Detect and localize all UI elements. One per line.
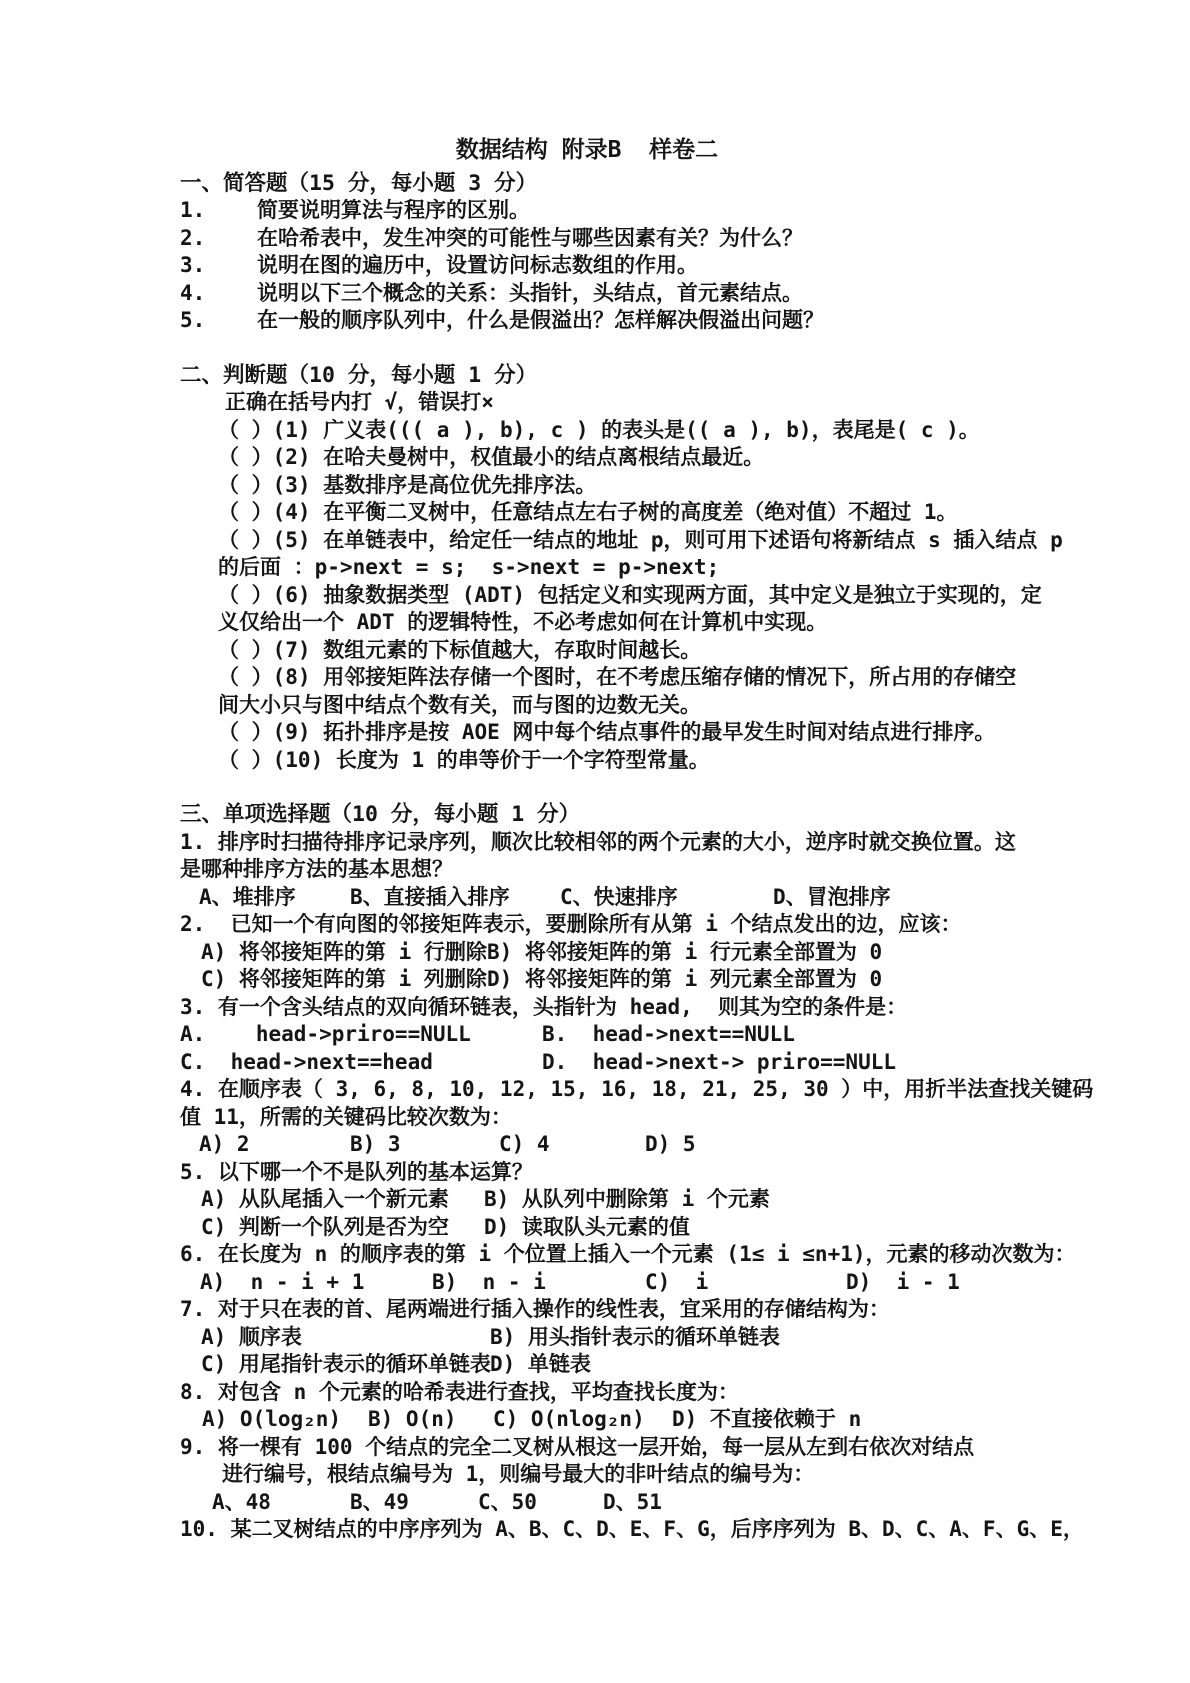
item-number: 3. xyxy=(180,253,206,277)
judgment-item-1: （ ）(1) 广义表((( a ), b), c ) 的表头是(( a ), b)，表尾是( c )。 xyxy=(218,417,980,442)
mc-question-2-options-row-1 xyxy=(180,939,1040,967)
mc-question-9-line-1: 9. 将一棵有 100 个结点的完全二叉树从根这一层开始，每一层从左到右依次对结点 xyxy=(180,1434,975,1459)
mc-q8-option-c: C) O(nlog₂n) xyxy=(493,1407,645,1431)
mc-question-1-line-1: 1. 排序时扫描待排序记录序列，顺次比较相邻的两个元素的大小，逆序时就交换位置。这 xyxy=(180,829,1016,854)
mc-q6-option-c: C) i xyxy=(645,1269,709,1294)
item-text: 简要说明算法与程序的区别。 xyxy=(257,198,530,222)
mc-question-5-line-1: 5. 以下哪一个不是队列的基本运算？ xyxy=(180,1159,533,1184)
mc-question-1-options xyxy=(180,884,1040,912)
mc-question-9-line-2: 进行编号，根结点编号为 1，则编号最大的非叶结点的编号为： xyxy=(222,1462,815,1486)
mc-q3-option-c: C. head->next==head xyxy=(180,1049,433,1074)
mc-question-10-line-1: 10. 某二叉树结点的中序序列为 A、B、C、D、E、F、G，后序序列为 B、D、C、A、F、G、E， xyxy=(180,1517,1084,1541)
mc-q9-option-b: B、49 xyxy=(350,1489,409,1514)
judgment-item-9: （ ）(9) 拓扑排序是按 AOE 网中每个结点事件的最早发生时间对结点进行排序。 xyxy=(218,720,996,744)
mc-q3-option-b: B. head->next==NULL xyxy=(542,1022,795,1046)
mc-q7-option-a: A) 顺序表 xyxy=(201,1324,302,1349)
exam-title: 数据结构 附录B 样卷二 xyxy=(455,137,719,163)
item-number: 5. xyxy=(180,308,206,332)
mc-question-5-options-row-2 xyxy=(180,1214,1040,1242)
mc-q6-option-b: B) n - i xyxy=(432,1269,546,1294)
item-text: 说明以下三个概念的关系：头指针，头结点，首元素结点。 xyxy=(257,280,803,305)
mc-q7-option-b: B) 用头指针表示的循环单链表 xyxy=(490,1324,780,1349)
mc-q5-option-b: B) 从队列中删除第 i 个元素 xyxy=(484,1187,770,1211)
mc-question-8-options xyxy=(180,1406,1040,1434)
item-text: 说明在图的遍历中，设置访问标志数组的作用。 xyxy=(257,253,698,277)
section-1-heading: 一、简答题（15 分，每小题 3 分） xyxy=(180,170,538,196)
short-answer-item-4 xyxy=(180,280,1040,308)
mc-question-5-options-row-1 xyxy=(180,1186,1040,1214)
mc-q9-option-d: D、51 xyxy=(603,1489,662,1514)
judgment-item-8-continuation: 间大小只与图中结点个数有关，而与图的边数无关。 xyxy=(218,692,701,717)
judgment-item-5: （ ）(5) 在单链表中，给定任一结点的地址 p，则可用下述语句将新结点 s 插入结点 p xyxy=(218,527,1063,552)
judgment-item-10: （ ）(10) 长度为 1 的串等价于一个字符型常量。 xyxy=(218,747,710,772)
item-text: 在一般的顺序队列中，什么是假溢出？怎样解决假溢出问题？ xyxy=(257,308,824,332)
mc-q1-option-c: C、快速排序 xyxy=(560,884,678,909)
mc-q3-option-a: A. head->priro==NULL xyxy=(180,1022,471,1046)
mc-q4-option-d: D) 5 xyxy=(645,1132,696,1156)
short-answer-item-1 xyxy=(180,197,1040,225)
judgment-item-2: （ ）(2) 在哈夫曼树中，权值最小的结点离根结点最近。 xyxy=(218,445,765,469)
short-answer-item-5 xyxy=(180,307,1040,335)
mc-question-7-options-row-2 xyxy=(180,1351,1040,1379)
item-text: 在哈希表中，发生冲突的可能性与哪些因素有关？为什么？ xyxy=(257,225,803,250)
judgment-item-8: （ ）(8) 用邻接矩阵法存储一个图时，在不考虑压缩存储的情况下，所占用的存储空 xyxy=(218,665,1017,689)
mc-q1-option-b: B、直接插入排序 xyxy=(350,884,510,909)
judgment-item-4: （ ）(4) 在平衡二叉树中，任意结点左右子树的高度差（绝对值）不超过 1。 xyxy=(218,500,958,524)
judgment-item-6-continuation: 义仅给出一个 ADT 的逻辑特性，不必考虑如何在计算机中实现。 xyxy=(218,610,828,634)
section-2-heading: 二、判断题（10 分，每小题 1 分） xyxy=(180,362,538,388)
short-answer-item-3 xyxy=(180,252,1040,280)
mc-q7-option-c: C) 用尾指针表示的循环单链表 xyxy=(201,1352,491,1376)
mc-q3-option-d: D. head->next-> priro==NULL xyxy=(542,1049,897,1074)
mc-question-2-options-row-2 xyxy=(180,966,1040,994)
mc-q8-option-a: A) O(log₂n) xyxy=(202,1407,342,1431)
mc-question-7-line-1: 7. 对于只在表的首、尾两端进行插入操作的线性表，宜采用的存储结构为： xyxy=(180,1297,890,1321)
judgment-item-6: （ ）(6) 抽象数据类型 (ADT) 包括定义和实现两方面，其中定义是独立于实现的，定 xyxy=(218,582,1042,607)
mc-q6-option-a: A) n - i + 1 xyxy=(200,1269,365,1294)
mc-question-3-options-row-1 xyxy=(180,1021,1040,1049)
mc-q1-option-a: A、堆排序 xyxy=(199,884,296,909)
mc-q4-option-a: A) 2 xyxy=(199,1132,250,1156)
mc-q2-option-d: D) 将邻接矩阵的第 i 列元素全部置为 0 xyxy=(487,967,883,991)
mc-question-7-options-row-1 xyxy=(180,1324,1040,1352)
mc-q2-option-a: A) 将邻接矩阵的第 i 行删除 xyxy=(201,939,487,964)
mc-question-3-options-row-2 xyxy=(180,1049,1040,1077)
short-answer-item-2 xyxy=(180,225,1040,253)
mc-q4-option-b: B) 3 xyxy=(350,1132,401,1156)
mc-question-4-line-2: 值 11，所需的关键码比较次数为： xyxy=(180,1104,512,1129)
judgment-item-3: （ ）(3) 基数排序是高位优先排序法。 xyxy=(218,472,597,497)
mc-question-6-line-1: 6. 在长度为 n 的顺序表的第 i 个位置上插入一个元素 (1≤ i ≤n+1)，元素的移动次数为： xyxy=(180,1242,1076,1266)
mc-q7-option-d: D) 单链表 xyxy=(490,1352,591,1376)
mc-question-2-line-1: 2. 已知一个有向图的邻接矩阵表示，要删除所有从第 i 个结点发出的边，应该： xyxy=(180,912,962,936)
mc-q4-option-c: C) 4 xyxy=(499,1132,550,1156)
mc-q5-option-c: C) 判断一个队列是否为空 xyxy=(201,1214,449,1239)
mc-question-8-line-1: 8. 对包含 n 个元素的哈希表进行查找，平均查找长度为： xyxy=(180,1379,739,1404)
judgment-instruction: 正确在括号内打 √，错误打× xyxy=(225,390,494,414)
item-number: 2. xyxy=(180,225,206,250)
section-3-heading: 三、单项选择题（10 分，每小题 1 分） xyxy=(180,802,581,827)
mc-q9-option-c: C、50 xyxy=(478,1489,537,1514)
mc-q6-option-d: D) i - 1 xyxy=(846,1269,960,1294)
item-number: 4. xyxy=(180,280,206,305)
mc-question-4-options xyxy=(180,1131,1040,1159)
judgment-item-5-continuation: 的后面 ：p->next = s; s->next = p->next; xyxy=(218,555,720,579)
mc-question-1-line-2: 是哪种排序方法的基本思想？ xyxy=(180,857,453,881)
mc-q5-option-a: A) 从队尾插入一个新元素 xyxy=(201,1187,449,1211)
mc-question-3-line-1: 3. 有一个含头结点的双向循环链表，头指针为 head, 则其为空的条件是： xyxy=(180,994,908,1019)
mc-question-4-line-1: 4. 在顺序表（ 3, 6, 8, 10, 12, 15, 16, 18, 21, 25, 30 ）中，用折半法查找关键码 xyxy=(180,1077,1094,1101)
mc-q2-option-b: B) 将邻接矩阵的第 i 行元素全部置为 0 xyxy=(487,939,883,964)
mc-q8-option-d: D) 不直接依赖于 n xyxy=(672,1407,862,1431)
mc-question-9-options xyxy=(180,1489,1040,1517)
mc-q8-option-b: B) O(n) xyxy=(368,1407,457,1431)
mc-q2-option-c: C) 将邻接矩阵的第 i 列删除 xyxy=(201,967,487,991)
mc-q5-option-d: D) 读取队头元素的值 xyxy=(484,1214,690,1239)
mc-question-6-options xyxy=(180,1269,1040,1297)
mc-q9-option-a: A、48 xyxy=(212,1489,271,1514)
judgment-item-7: （ ）(7) 数组元素的下标值越大，存取时间越长。 xyxy=(218,637,702,662)
mc-q1-option-d: D、冒泡排序 xyxy=(773,884,891,909)
item-number: 1. xyxy=(180,198,206,222)
